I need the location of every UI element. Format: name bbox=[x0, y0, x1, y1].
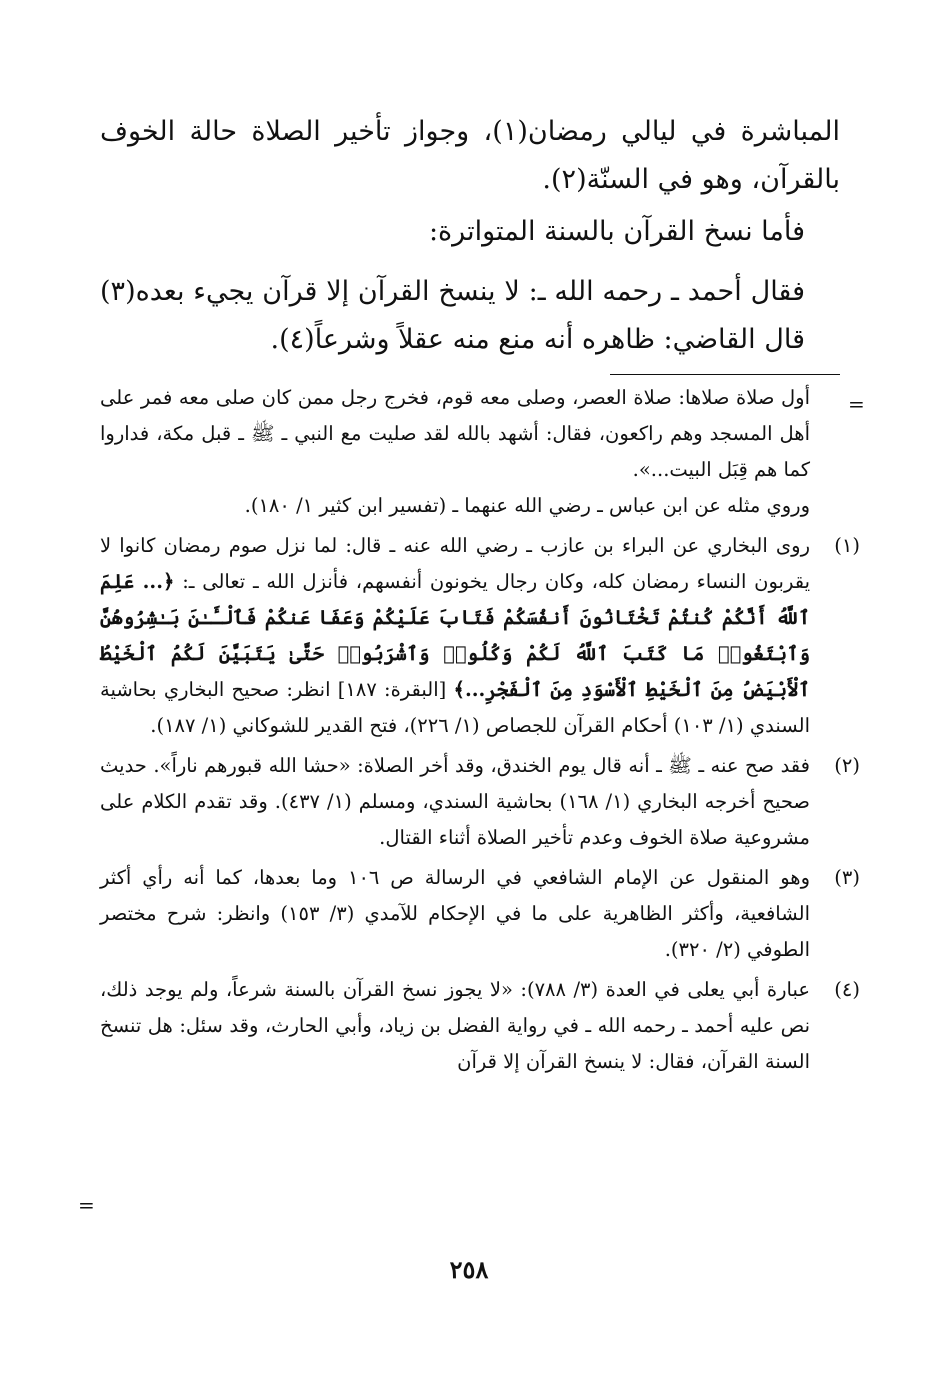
footnote-2 bbox=[100, 748, 860, 856]
footnote-text-continued: [البقرة: ١٨٧] انظر: صحيح البخاري بحاشية السندي (١/ ١٠٣) أحكام القرآن للجصاص (١/ ٢٢٦)، فتح القدير للشوكاني (١/ ١٨٧). bbox=[100, 678, 810, 737]
footnote-separator bbox=[610, 374, 840, 375]
carry-over-mark: = bbox=[848, 392, 865, 416]
page-number: ٢٥٨ bbox=[449, 1255, 489, 1284]
main-text-3 bbox=[100, 268, 840, 364]
main-paragraph-1: المباشرة في ليالي رمضان(١)، وجواز تأخير الصلاة حالة الخوف بالقرآن، وهو في السنّة(٢). bbox=[100, 116, 841, 195]
main-text bbox=[100, 108, 840, 204]
main-text-2 bbox=[100, 208, 840, 256]
footnote-text: عبارة أبي يعلى في العدة (٣/ ٧٨٨): «لا يجوز نسخ القرآن بالسنة شرعاً، ولم يوجد ذلك، نص عليه أحمد ـ رحمه الله ـ في رواية الفضل بن زياد، وأبي الحارث، وقد سئل: هل تنسخ السنة القرآن، فقال: لا ينسخ القرآن إلا قرآن bbox=[100, 978, 810, 1073]
footnote-number: (١) bbox=[834, 534, 860, 557]
footnote-number: (٣) bbox=[834, 866, 860, 889]
footnote-text: روى البخاري عن البراء بن عازب ـ رضي الله عنه ـ قال: لما نزل صوم رمضان كانوا لا يقربون النساء رمضان كله، وكان رجال يخونون أنفسهم، فأنزل الله ـ تعالى ـ: bbox=[100, 534, 811, 593]
continued-mark: = bbox=[78, 1193, 95, 1217]
footnote-1 bbox=[100, 528, 860, 744]
footnote-number: (٤) bbox=[834, 978, 860, 1001]
main-paragraph-3: فقال أحمد ـ رحمه الله ـ: لا ينسخ القرآن إلا قرآن يجيء بعده(٣) قال القاضي: ظاهره أنه منع منه عقلاً وشرعاً(٤). bbox=[100, 276, 805, 355]
footnote-text: وهو المنقول عن الإمام الشافعي في الرسالة ص ١٠٦ وما بعدها، كما أنه رأي أكثر الشافعية، وأكثر الظاهرية على ما في الإحكام للآمدي (٣/ ١٥٣) وانظر: شرح مختصر الطوفي (٢/ ٣٢٠). bbox=[100, 866, 810, 961]
footnote-carry-text-2: وروي مثله عن ابن عباس ـ رضي الله عنهما ـ (تفسير ابن كثير ١/ ١٨٠). bbox=[244, 494, 810, 517]
footnote-3 bbox=[100, 860, 860, 968]
main-paragraph-2: فأما نسخ القرآن بالسنة المتواترة: bbox=[428, 216, 805, 247]
footnotes bbox=[100, 380, 860, 1084]
footnote-number: (٢) bbox=[834, 754, 860, 777]
footnote-carry-text: أول صلاة صلاها: صلاة العصر، وصلى معه قوم، فخرج رجل ممن كان صلى معه فمر على أهل المسجد وهم راكعون، فقال: أشهد بالله لقد صليت مع النبي ـ ﷺ ـ قبل مكة، فداروا كما هم قِبَل البيت...». bbox=[100, 386, 810, 481]
footnote-4 bbox=[100, 972, 860, 1080]
quran-verse: ﴿... عَلِمَ ٱللَّهُ أَنَّكُمْ كُنتُمْ تَخْتَانُونَ أَنفُسَكُمْ فَتَابَ عَلَيْكُمْ وَعَفَا عَنكُمْ فَٱلْـَٔـٰنَ بَـٰشِرُوهُنَّ وَٱبْتَغُوا۟ مَا كَتَبَ ٱللَّهُ لَكُمْ وَكُلُوا۟ وَٱشْرَبُوا۟ حَتَّىٰ يَتَبَيَّنَ لَكُمُ ٱلْخَيْطُ ٱلْأَبْيَضُ مِنَ ٱلْخَيْطِ ٱلْأَسْوَدِ مِنَ ٱلْفَجْرِ...﴾ bbox=[100, 570, 811, 701]
footnote-text: فقد صح عنه ـ ﷺ ـ أنه قال يوم الخندق، وقد أخر الصلاة: «حشا الله قبورهم ناراً». حديث صحيح أخرجه البخاري (١/ ١٦٨) بحاشية السندي، ومسلم (١/ ٤٣٧). وقد تقدم الكلام على مشروعية صلاة الخوف وعدم تأخير الصلاة أثناء القتال. bbox=[100, 754, 810, 849]
